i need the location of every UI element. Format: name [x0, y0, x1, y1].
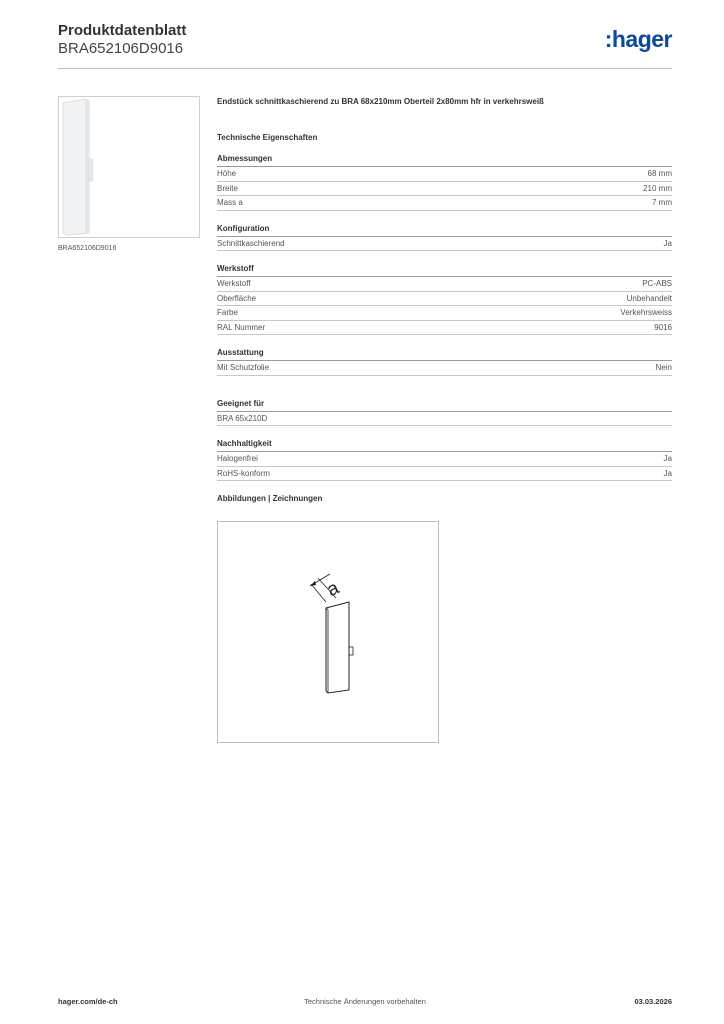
property-row — [217, 306, 672, 321]
property-label: Schnittkaschierend — [217, 238, 285, 248]
tech-properties-heading: Technische Eigenschaften — [217, 133, 318, 142]
dimension-a-label: a — [323, 577, 343, 602]
property-label: RoHS-konform — [217, 468, 270, 478]
property-value: Nein — [655, 363, 672, 372]
hager-logo: :hager — [604, 26, 672, 52]
section-material — [217, 263, 672, 335]
product-image — [58, 96, 200, 238]
section-title: Ausstattung — [217, 347, 672, 361]
property-value: Ja — [663, 468, 672, 478]
property-label: Mass a — [217, 198, 243, 207]
section-title: Konfiguration — [217, 223, 672, 237]
property-row — [217, 361, 672, 376]
property-label: Höhe — [217, 169, 237, 178]
property-value: Unbehandelt — [626, 293, 672, 303]
page-footer — [58, 997, 672, 1011]
property-row — [217, 292, 672, 307]
property-label: Breite — [217, 183, 238, 193]
section-title: Abmessungen — [217, 153, 672, 167]
section-equipment — [217, 347, 672, 376]
property-label: Farbe — [217, 308, 238, 317]
property-value: Ja — [663, 238, 672, 248]
section-suitable-for — [217, 398, 672, 427]
section-configuration — [217, 223, 672, 252]
product-description: Endstück schnittkaschierend zu BRA 68x210mm Oberteil 2x80mm hfr in verkehrsweiß — [217, 97, 544, 106]
end-cap-illustration — [59, 97, 199, 237]
property-label: BRA 65x210D — [217, 413, 268, 423]
section-dimensions — [217, 153, 672, 211]
property-value: Verkehrsweiss — [620, 308, 672, 317]
property-label: Halogenfrei — [217, 454, 258, 463]
header-divider — [58, 68, 672, 69]
technical-drawing — [217, 521, 439, 743]
section-title: Geeignet für — [217, 398, 672, 412]
property-value: 210 mm — [643, 183, 672, 193]
drawings-heading: Abbildungen | Zeichnungen — [217, 494, 323, 503]
property-label: Werkstoff — [217, 279, 251, 288]
page-header — [58, 22, 672, 68]
property-row — [217, 452, 672, 467]
property-row — [217, 182, 672, 197]
property-row — [217, 321, 672, 336]
property-row — [217, 277, 672, 292]
end-cap-drawing — [218, 522, 438, 742]
property-label: Oberfläche — [217, 293, 257, 303]
section-title: Werkstoff — [217, 263, 672, 277]
footer-disclaimer: Technische Änderungen vorbehalten — [304, 997, 426, 1006]
main-content — [217, 96, 672, 504]
property-label: RAL Nummer — [217, 322, 266, 332]
property-value: PC-ABS — [642, 279, 672, 288]
footer-website-link[interactable]: hager.com/de-ch — [58, 997, 118, 1006]
property-value: Ja — [663, 454, 672, 463]
properties-sections — [217, 153, 672, 481]
section-sustainability — [217, 438, 672, 481]
property-value: 7 mm — [652, 198, 672, 207]
document-title: Produktdatenblatt — [58, 22, 187, 39]
product-code: BRA652106D9016 — [58, 40, 184, 57]
property-value: 68 mm — [647, 169, 672, 178]
section-title: Nachhaltigkeit — [217, 438, 672, 452]
property-row — [217, 196, 672, 211]
property-value: 9016 — [654, 322, 672, 332]
property-row — [217, 467, 672, 482]
footer-date: 03.03.2026 — [634, 997, 672, 1006]
property-row — [217, 167, 672, 182]
product-image-caption: BRA652106D9016 — [58, 245, 117, 252]
property-row — [217, 237, 672, 252]
property-row — [217, 412, 672, 427]
property-label: Mit Schutzfolie — [217, 363, 270, 372]
